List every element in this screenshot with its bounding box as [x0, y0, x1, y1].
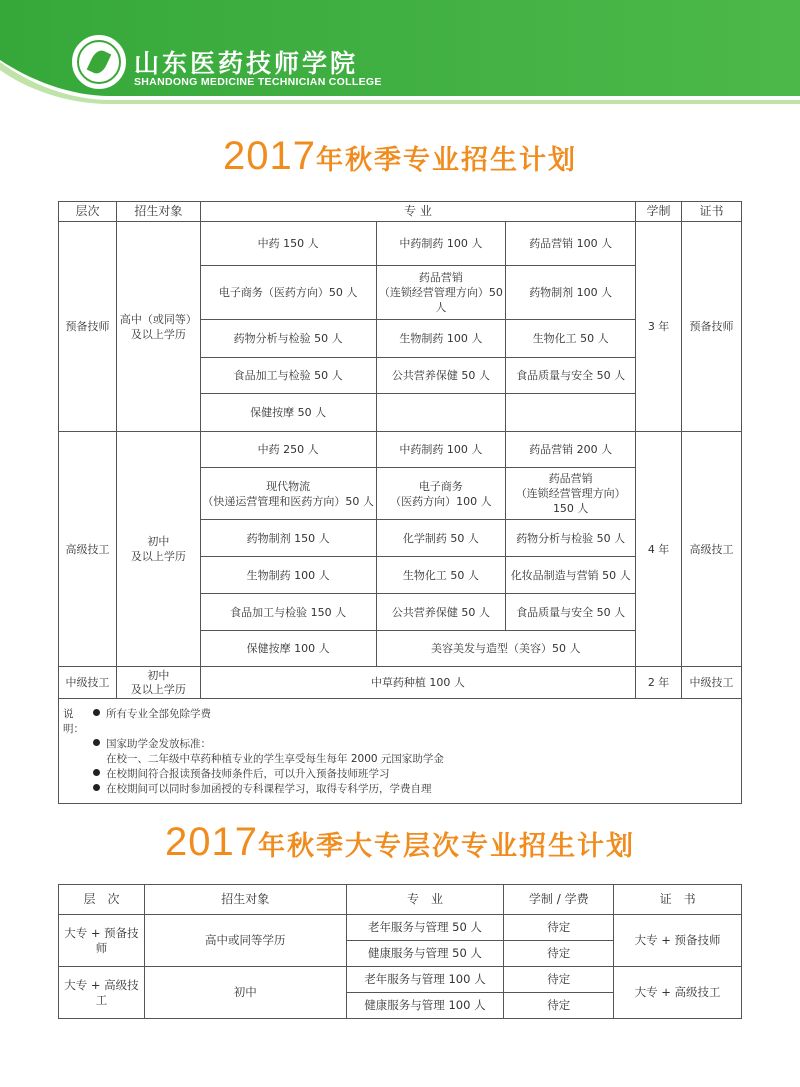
- header-level: 层 次: [59, 885, 145, 915]
- major-cell: 美容美发与造型（美容）50 人: [376, 631, 636, 667]
- major-cell: 药品营销 （连锁经营管理方向）150 人: [506, 468, 636, 520]
- major-cell: [376, 394, 506, 432]
- header-target: 招生对象: [144, 885, 346, 915]
- years-cell: 3 年: [636, 222, 682, 432]
- major-cell: 公共营养保健 50 人: [376, 358, 506, 394]
- target-cell: 高中（或同等） 及以上学历: [116, 222, 200, 432]
- note-text: 国家助学金发放标准：: [106, 738, 211, 750]
- bullet-icon: [93, 739, 100, 746]
- major-cell: 食品质量与安全 50 人: [506, 594, 636, 631]
- note-line: [63, 782, 737, 797]
- major-cell: 健康服务与管理 100 人: [346, 993, 504, 1019]
- note-text: 在校期间符合报读预备技师条件后，可以升入预备技师班学习: [106, 768, 390, 780]
- cert-cell: 大专 + 预备技师: [614, 915, 742, 967]
- major-cell: 化学制药 50 人: [376, 520, 506, 557]
- major-cell: 电子商务（医药方向）50 人: [200, 266, 376, 320]
- header-level: 层次: [59, 202, 117, 222]
- level-cell: 大专 + 预备技师: [59, 915, 145, 967]
- note-line: [63, 737, 737, 752]
- leaf-icon: [77, 40, 121, 84]
- fee-cell: 待定: [504, 941, 614, 967]
- plan-title: [0, 134, 800, 179]
- bullet-icon: [93, 769, 100, 776]
- notes-cell: [59, 699, 742, 804]
- college-plan-title: [0, 820, 800, 865]
- major-cell: 中药制药 100 人: [376, 222, 506, 266]
- header-major: 专 业: [346, 885, 504, 915]
- major-cell: 保健按摩 100 人: [200, 631, 376, 667]
- school-name-en: SHANDONG MEDICINE TECHNICIAN COLLEGE: [134, 76, 382, 88]
- enrollment-plan-table: [58, 201, 742, 804]
- major-cell: 化妆品制造与营销 50 人: [506, 557, 636, 594]
- table-row: [59, 967, 742, 993]
- notes-label: 说明：: [63, 708, 84, 735]
- plan-title-text: 年秋季专业招生计划: [315, 145, 577, 176]
- major-cell: 健康服务与管理 50 人: [346, 941, 504, 967]
- major-cell: 电子商务 （医药方向）100 人: [376, 468, 506, 520]
- table-row: [59, 915, 742, 941]
- level-cell: 预备技师: [59, 222, 117, 432]
- target-cell: 高中或同等学历: [144, 915, 346, 967]
- major-cell: 食品加工与检验 50 人: [200, 358, 376, 394]
- major-cell: 生物制药 100 人: [200, 557, 376, 594]
- major-cell: 老年服务与管理 100 人: [346, 967, 504, 993]
- college-plan-title-text: 年秋季大专层次专业招生计划: [257, 831, 635, 862]
- note-text: 在校一、二年级中草药种植专业的学生享受每生每年 2000 元国家助学金: [106, 753, 444, 765]
- school-logo: [72, 35, 126, 89]
- cert-cell: 中级技工: [682, 667, 742, 699]
- notes-row: [59, 699, 742, 804]
- fee-cell: 待定: [504, 915, 614, 941]
- major-cell: 药物分析与检验 50 人: [200, 320, 376, 358]
- header-cert: 证书: [682, 202, 742, 222]
- major-cell: 老年服务与管理 50 人: [346, 915, 504, 941]
- college-plan-table: [58, 884, 742, 1019]
- major-cell: 药品营销 200 人: [506, 432, 636, 468]
- header-years-fee: 学制 / 学费: [504, 885, 614, 915]
- major-cell: 中草药种植 100 人: [200, 667, 635, 699]
- years-cell: 4 年: [636, 432, 682, 667]
- note-text: 所有专业全部免除学费: [106, 708, 211, 720]
- major-cell: 药品营销 100 人: [506, 222, 636, 266]
- header-banner: [0, 0, 800, 118]
- major-cell: [506, 394, 636, 432]
- table-row: [59, 667, 742, 699]
- major-cell: 中药 150 人: [200, 222, 376, 266]
- years-cell: 2 年: [636, 667, 682, 699]
- major-cell: 药物分析与检验 50 人: [506, 520, 636, 557]
- level-cell: 大专 + 高级技工: [59, 967, 145, 1019]
- major-cell: 中药 250 人: [200, 432, 376, 468]
- major-cell: 公共营养保健 50 人: [376, 594, 506, 631]
- major-cell: 保健按摩 50 人: [200, 394, 376, 432]
- major-cell: 食品加工与检验 150 人: [200, 594, 376, 631]
- major-cell: 食品质量与安全 50 人: [506, 358, 636, 394]
- major-cell: 药品营销 （连锁经营管理方向）50 人: [376, 266, 506, 320]
- header-major: 专 业: [200, 202, 635, 222]
- header-years: 学制: [636, 202, 682, 222]
- major-cell: 中药制药 100 人: [376, 432, 506, 468]
- cert-cell: 高级技工: [682, 432, 742, 667]
- cert-cell: 大专 + 高级技工: [614, 967, 742, 1019]
- school-name-cn: 山东医药技师学院: [134, 49, 359, 78]
- bullet-icon: [93, 784, 100, 791]
- major-cell: 生物化工 50 人: [376, 557, 506, 594]
- fee-cell: 待定: [504, 967, 614, 993]
- major-cell: 生物化工 50 人: [506, 320, 636, 358]
- major-cell: 生物制药 100 人: [376, 320, 506, 358]
- target-cell: 初中: [144, 967, 346, 1019]
- table-row: [59, 432, 742, 468]
- cert-cell: 预备技师: [682, 222, 742, 432]
- table-header-row: [59, 885, 742, 915]
- major-cell: 现代物流 （快递运营管理和医药方向）50 人: [200, 468, 376, 520]
- plan-title-year: 2017: [223, 134, 316, 178]
- target-cell: 初中 及以上学历: [116, 432, 200, 667]
- level-cell: 中级技工: [59, 667, 117, 699]
- target-cell: 初中 及以上学历: [116, 667, 200, 699]
- bullet-icon: [93, 709, 100, 716]
- table-row: [59, 222, 742, 266]
- major-cell: 药物制剂 150 人: [200, 520, 376, 557]
- note-line: [63, 767, 737, 782]
- major-cell: 药物制剂 100 人: [506, 266, 636, 320]
- note-line: [63, 752, 737, 767]
- note-line: [63, 707, 737, 737]
- college-plan-title-year: 2017: [165, 820, 258, 864]
- table-header-row: [59, 202, 742, 222]
- level-cell: 高级技工: [59, 432, 117, 667]
- note-text: 在校期间可以同时参加函授的专科课程学习，取得专科学历，学费自理: [106, 783, 432, 795]
- header-target: 招生对象: [116, 202, 200, 222]
- fee-cell: 待定: [504, 993, 614, 1019]
- header-cert: 证 书: [614, 885, 742, 915]
